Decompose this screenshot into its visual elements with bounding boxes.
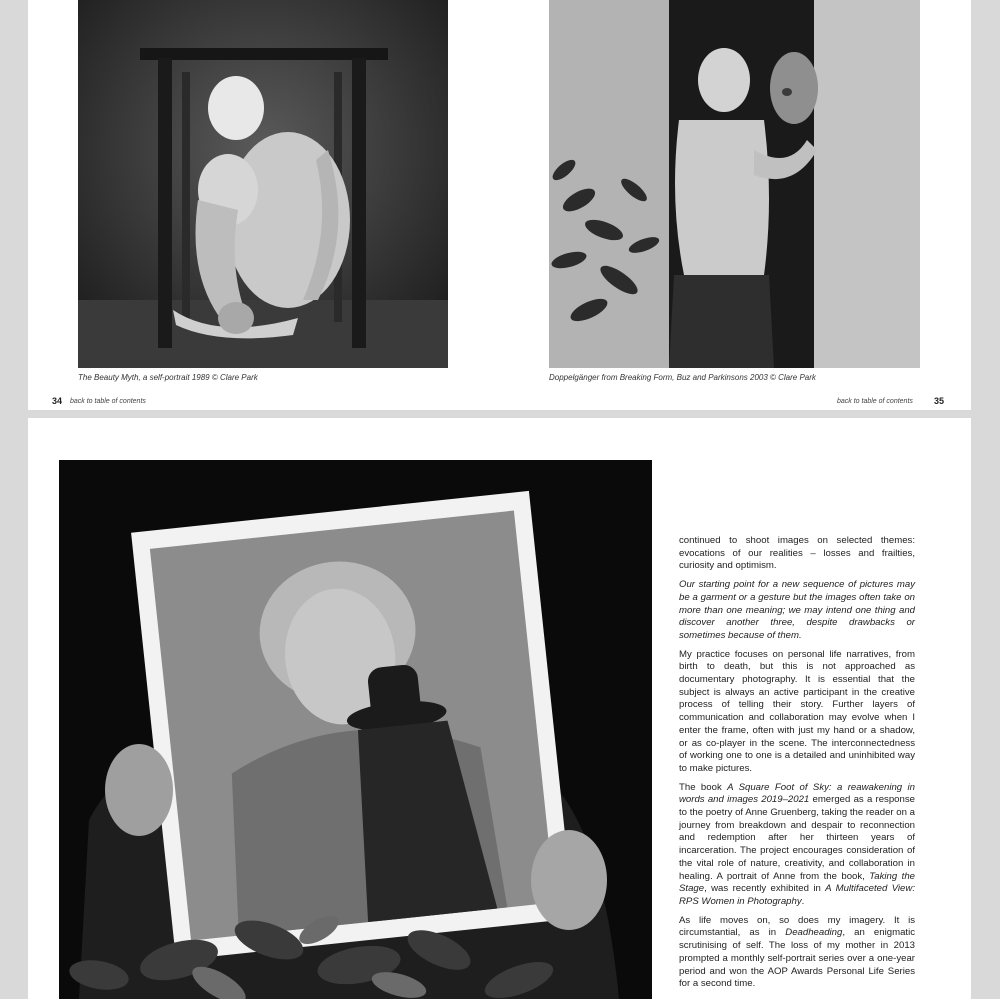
photo-framed-portrait: [59, 460, 652, 999]
article-page: [28, 418, 971, 999]
book-title: A Square Foot of Sky: a reawakening in words and images 2019–2021: [679, 781, 915, 806]
toc-link[interactable]: back to table of contents: [837, 398, 913, 405]
toc-link[interactable]: back to table of contents: [70, 398, 146, 405]
text-run: , was recently exhibited in: [704, 883, 826, 895]
article-paragraph: Our starting point for a new sequence of pictures may be a garment or a gesture but the images often take on more than one meaning; we may intend one thing and discover another three, despite drawbacks or sometimes because of them.: [679, 579, 915, 641]
text-run: .: [801, 895, 805, 907]
text-run: As life moves on, so does my imagery. It is circumstantial, as in: [679, 914, 915, 939]
portrait-title: Taking the Stage: [679, 870, 915, 895]
article-paragraph: continued to shoot images on selected themes: evocations of our realities – losses and frailties, curiosity and optimism.: [679, 535, 915, 572]
page-number: 35: [934, 396, 945, 406]
photo-beauty-myth: [78, 0, 448, 368]
text-run: emerged as a response to the poetry of Anne Gruenberg, taking the reader on a journey from breakdown and despair to reconnection and redemption after her thirteen years of incarceration. The project encourages consideration of the vital role of nature, creativity, and collaboration in healing. A portrait of Anne from the book,: [679, 794, 915, 882]
page-number: 34: [52, 396, 63, 406]
exhibition-title: A Multifaceted View: RPS Women in Photography: [679, 883, 915, 907]
photo-caption: The Beauty Myth, a self-portrait 1989 © Clare Park: [78, 373, 258, 382]
article-paragraph: My practice focuses on personal life narratives, from birth to death, but this is not approached as documentary photography. It is essential that the subject is always an active participant in the creative process of telling their story. Further layers of communication and collaboration may evolve when I enter the frame, often with just my hand or a shadow, or as co-player in the scene. The interconnectedness of working one to one is a detailed and uninhibited way to make pictures.: [679, 648, 915, 774]
article-paragraph: [679, 782, 915, 909]
magazine-spread: [28, 0, 971, 410]
photo-caption: Doppelgänger from Breaking Form, Buz and Parkinsons 2003 © Clare Park: [549, 373, 816, 382]
article-body: [679, 535, 915, 997]
text-run: , an enigmatic scrutinising of self. The loss of my mother in 2013 prompted a monthly self-portrait series over a one-year period and won the AOP Awards Personal Life Series for a second time.: [679, 927, 915, 990]
photo-doppelganger: [549, 0, 920, 368]
article-paragraph: [679, 915, 915, 991]
series-title: Deadheading: [785, 927, 843, 939]
text-run: The book: [679, 781, 728, 793]
